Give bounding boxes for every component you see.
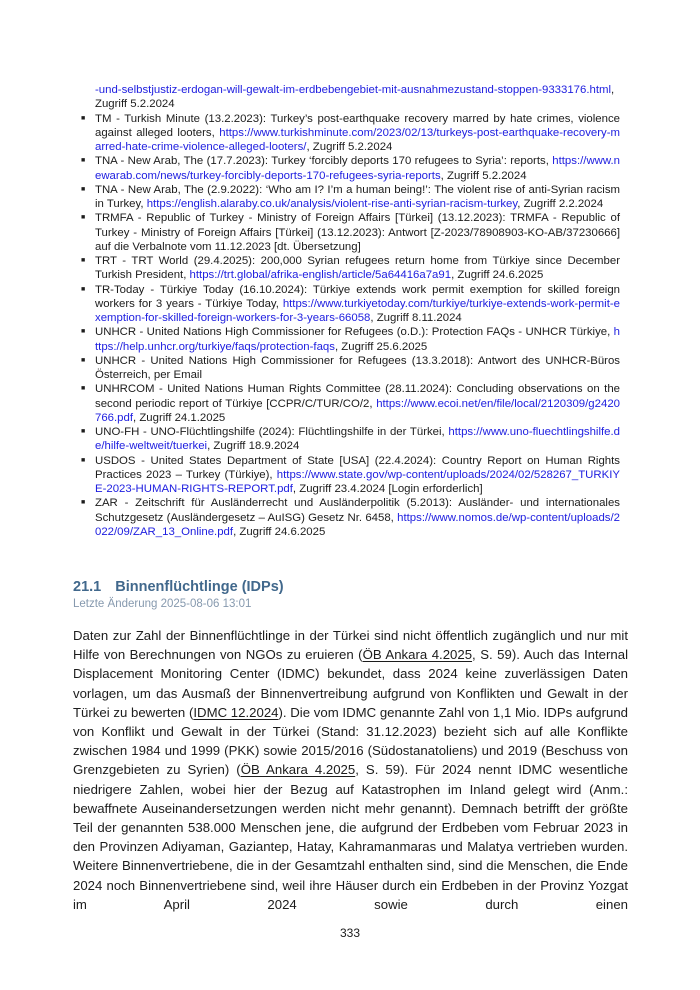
text-run: , S. 59). Für 2024 nennt IDMC wesentliche niedrigere Zahlen, wobei hier der Bezug auf Katastrophen im Inland gelegt wird (Anm.: bewaffnete Auseinandersetzungen werden nicht mehr genannt). Demnach betrifft der größte Teil der genannten 538.000 Menschen jene, die aufgrund der Erdbeben vom Februar 2023 in den Provinzen Adiyaman, Gaziantep, Hatay, Kahramanmaras und Malatya vertrieben wurden. Weitere Binnenvertriebene, die in der Gesamtzahl enthalten sind, sind die Menschen, die Ende 2024 noch Binnenvertriebene sind, weil ihre Häuser durch ein Erdbeben in der Provinz Yozgat im April 2024 sowie durch einen (73, 762, 629, 912)
reference-item (81, 283, 620, 326)
reference-item (81, 496, 620, 539)
text-run: , Zugriff 24.6.2025 (233, 525, 326, 538)
bullet-icon: ■ (81, 385, 86, 393)
bullet-icon: ■ (81, 428, 86, 435)
text-run: , Zugriff 5.2.2024 (95, 84, 615, 111)
reference-item (81, 254, 620, 283)
bullet-icon: ■ (81, 257, 86, 264)
bullet-icon: ■ (81, 285, 86, 293)
reference-item (81, 211, 620, 254)
text-run: TRMFA - Republic of Turkey - Ministry of Foreign Affairs [Türkei] (13.12.2023): TRMFA - Republic of Turkey - Ministry of Foreign Affairs [Türkei] (13.12.2023): Antwort [Z-2023/78908903-KO-AB/37230666] auf die Verbalnote vom 11.12.2023 [dt. Übersetzung] (95, 212, 620, 253)
text-run: , Zugriff 23.4.2024 [Login erforderlich] (292, 483, 483, 495)
reference-item (81, 325, 620, 354)
page-number: 333 (339, 926, 361, 940)
text-run: , Zugriff 8.11.2024 (370, 312, 462, 324)
reference-link[interactable]: https://www.state.gov/wp-content/uploads/2024/02/528267_TURKIYE-2023-HUMAN-RIGHTS-REPORT.pdf (95, 468, 620, 495)
bullet-icon: ■ (81, 185, 86, 193)
text-run: , Zugriff 5.2.2024 (306, 141, 393, 153)
bullet-icon: ■ (81, 157, 86, 165)
reference-item (81, 425, 620, 454)
text-run: UNO-FH - UNO-Flüchtlingshilfe (2024): Flüchtlingshilfe in der Türkei, (95, 426, 449, 438)
citation-link[interactable]: ÖB Ankara 4.2025 (240, 762, 356, 778)
reference-link[interactable]: https://trt.global/afrika-english/article/5a64416a7a91 (189, 269, 452, 282)
bullet-icon: ■ (81, 328, 86, 336)
section-title: Binnenflüchtlinge (IDPs) (115, 579, 284, 595)
bullet-icon: ■ (81, 356, 86, 364)
last-modified-note: Letzte Änderung 2025-08-06 13:01 (73, 598, 252, 610)
reference-item (81, 112, 620, 155)
reference-item (81, 382, 620, 425)
reference-item (81, 83, 620, 112)
reference-item (81, 454, 620, 497)
text-run: UNHRCOM - United Nations Human Rights Committee (28.11.2024): Concluding observations on the second periodic report of Türkiye [CCPR/C/TUR/CO/2, (95, 383, 620, 410)
bullet-icon: ■ (81, 214, 86, 222)
reference-list (81, 83, 620, 539)
text-run: , Zugriff 24.6.2025 (451, 269, 544, 282)
text-run: UNHCR - United Nations High Commissioner for Refugees (13.3.2018): Antwort des UNHCR-Büros Österreich, per Email (95, 354, 620, 381)
text-run: TRT - TRT World (29.4.2025): 200,000 Syrian refugees return home from Türkiye since December Turkish President, (95, 255, 620, 282)
reference-item (81, 154, 620, 183)
reference-link[interactable]: https://help.unhcr.org/turkiye/faqs/protection-faqs (95, 326, 620, 353)
text-run: ). Die vom IDMC genannte Zahl von 1,1 Mio. IDPs aufgrund von Konflikt und Gewalt in der Türkei (Stand: 31.12.2023) bezieht sich auf alle Konflikte zwischen 1984 und 1999 (PKK) sowie 2015/2016 (Südostanatoliens) und 2019 (Beschuss von Grenzgebieten zu Syrien) ( (73, 704, 628, 778)
text-run: Daten zur Zahl der Binnenflüchtlinge in der Türkei sind nicht öffentlich zugänglich und nur mit Hilfe von Berechnungen von NGOs zu eruieren ( (73, 628, 628, 663)
citation-link[interactable]: IDMC 12.2024 (193, 704, 279, 720)
section-number: 21.1 (73, 579, 102, 595)
reference-link[interactable]: https://www.turkiyetoday.com/turkiye/turkiye-extends-work-permit-exemption-for-skilled-foreign-workers-for-3-years-66058 (95, 297, 620, 324)
reference-link[interactable]: https://www.newarab.com/news/turkey-forcibly-deports-170-refugees-syria-reports (95, 155, 620, 182)
text-run: , Zugriff 24.1.2025 (133, 411, 226, 424)
bullet-icon: ■ (81, 499, 86, 507)
reference-link[interactable]: https://www.nomos.de/wp-content/uploads/2022/09/ZAR_13_Online.pdf (95, 511, 620, 538)
text-run: ZAR - Zeitschrift für Ausländerrecht und Ausländerpolitik (5.2013): Ausländer- und internationales Schutzgesetz (Ausländergesetz – AuISG) Gesetz Nr. 6458, (95, 497, 620, 524)
body-text-block (73, 626, 628, 914)
reference-link[interactable]: https://www.uno-fluechtlingshilfe.de/hilfe-weltweit/tuerkei (95, 426, 620, 453)
reference-item (81, 183, 620, 212)
text-run: USDOS - United States Department of State [USA] (22.4.2024): Country Report on Human Rights Practices 2023 – Turkey (Türkiye), (95, 454, 620, 481)
reference-link[interactable]: https://www.turkishminute.com/2023/02/13/turkeys-post-earthquake-recovery-marred-hate-crime-violence-alleged-looters/ (95, 126, 620, 153)
text-run: TR-Today - Türkiye Today (16.10.2024): Türkiye extends work permit exemption for skilled foreign workers for 3 years - Türkiye Today, (95, 283, 620, 310)
text-run: TM - Turkish Minute (13.2.2023): Turkey’s post-earthquake recovery marred by hate crimes, violence against alleged looters, (95, 112, 620, 139)
text-run: , Zugriff 5.2.2024 (440, 169, 527, 182)
text-run: TNA - New Arab, The (2.9.2022): ‘Who am I? I’m a human being!’: The violent rise of anti-Syrian racism in Turkey, (95, 183, 620, 210)
reference-link[interactable]: https://www.ecoi.net/en/file/local/2120309/g2420766.pdf (95, 397, 620, 424)
text-run: TNA - New Arab, The (17.7.2023): Turkey ‘forcibly deports 170 refugees to Syria’: reports, (95, 155, 553, 168)
body-paragraph (73, 626, 628, 914)
text-run: UNHCR - United Nations High Commissioner for Refugees (o.D.): Protection FAQs - UNHCR Türkiye, (95, 326, 614, 339)
reference-item (81, 354, 620, 383)
bullet-icon: ■ (81, 456, 86, 464)
section-heading (73, 579, 284, 595)
text-run: , Zugriff 2.2.2024 (517, 198, 604, 210)
bullet-icon: ■ (81, 114, 86, 122)
reference-link[interactable]: https://english.alaraby.co.uk/analysis/violent-rise-anti-syrian-racism-turkey (146, 198, 518, 210)
reference-link[interactable]: -und-selbstjustiz-erdogan-will-gewalt-im-erdbebengebiet-mit-ausnahmezustand-stoppen-9333176.html (95, 84, 612, 96)
text-run: , Zugriff 25.6.2025 (334, 340, 428, 353)
text-run: , Zugriff 18.9.2024 (207, 440, 300, 453)
text-run: , S. 59). Auch das Internal Displacement Monitoring Center (IDMC) bekundet, dass 2024 keine zuverlässigen Daten vorlagen, um das Ausmaß der Binnenvertreibung aufgrund von Konflikten und Gewalt in der Türkei zu bewerten ( (73, 647, 629, 720)
citation-link[interactable]: ÖB Ankara 4.2025 (362, 647, 473, 663)
